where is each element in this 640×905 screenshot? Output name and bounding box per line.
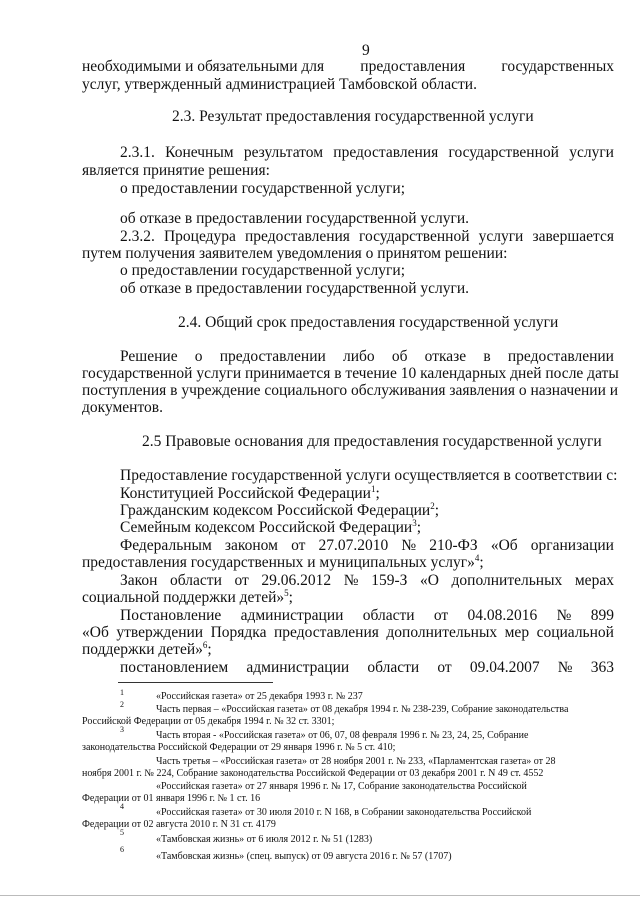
- word: от: [433, 607, 449, 624]
- word: области: [367, 659, 420, 676]
- section-2-4-heading: 2.4. Общий срок предоставления государственной услуги: [178, 314, 559, 331]
- legal-basis-resolution-363-line-1: [120, 659, 614, 677]
- section-2-5-heading: 2.5 Правовые основания для предоставления государственной услуги: [142, 433, 602, 450]
- word: дополнительных: [451, 572, 563, 589]
- footnote-3-line-5: «Российская газета» от 27 января 1996 г. № 17, Собрание законодательства Российской: [156, 781, 527, 792]
- word: в: [483, 348, 491, 365]
- section-2-3-heading: 2.3. Результат предоставления государственной услуги: [172, 108, 534, 125]
- word: государственной: [359, 228, 470, 245]
- word: об: [391, 348, 408, 365]
- word: 09.04.2007: [469, 659, 540, 676]
- word: законом: [224, 537, 278, 554]
- footnote-number-4: 4: [120, 802, 124, 811]
- word: 29.06.2012: [261, 572, 332, 589]
- word: №: [401, 537, 417, 554]
- para-2-3-1-line-1: [120, 144, 614, 162]
- footnote-number-6: 6: [120, 845, 124, 854]
- word: 363: [590, 659, 614, 676]
- legal-basis-resolution-899-line-3: поддержки детей»$^6$;: [82, 639, 212, 658]
- footnote-3-line-3: Часть третья – «Российская газета» от 28 ноября 2001 г. № 233, «Парламентская газета» от 28: [156, 756, 556, 767]
- footnote-number-1: 1: [120, 688, 124, 697]
- word: предоставления: [333, 144, 439, 161]
- legal-basis-civil-code: Гражданским кодексом Российской Федерации$^2$;: [120, 500, 440, 519]
- word: Конечным: [165, 144, 234, 161]
- intro-line-1: [82, 58, 614, 76]
- para-2-3-2-line-3: о предоставлении государственной услуги;: [120, 262, 405, 279]
- page-number: 9: [362, 42, 370, 59]
- legal-basis-regional-law-line-2: социальной поддержки детей»$^5$;: [82, 587, 293, 606]
- word: Федеральным: [120, 537, 212, 554]
- word: услуги: [569, 144, 614, 161]
- word: №: [557, 659, 573, 676]
- word: результатом: [243, 144, 324, 161]
- para-2-4-line-4: документов.: [82, 399, 163, 416]
- word: администрации: [246, 659, 350, 676]
- word: области: [170, 572, 222, 589]
- word: 899: [590, 607, 614, 624]
- word: 210-ФЗ: [429, 537, 478, 554]
- footnote-ref-5: 5: [284, 587, 289, 598]
- word: утверждении: [116, 624, 204, 641]
- footnote-3-line-6: Федерации от 01 января 1996 г. № 1 ст. 16: [82, 793, 261, 804]
- legal-basis-constitution: Конституцией Российской Федерации$^1$;: [120, 483, 380, 502]
- word: от: [437, 659, 452, 676]
- intro-line-2: услуг, утвержденный администрацией Тамбовской области.: [82, 76, 477, 93]
- word: о: [194, 348, 203, 365]
- legal-basis-regional-law-line-1: [120, 572, 614, 590]
- footnote-4-line-2: Федерации от 02 августа 2010 г. N 31 ст. 4179: [82, 819, 276, 830]
- word: администрации: [240, 607, 344, 624]
- footnote-ref-4: 4: [474, 552, 480, 563]
- legal-basis-federal-law-line-2: предоставления государственных и муниципальных услуг»$^4$;: [82, 552, 484, 571]
- word: услуги: [478, 228, 524, 245]
- footnote-ref-6: 6: [202, 639, 208, 650]
- para-2-3-1-line-2: является принятие решения:: [82, 162, 270, 179]
- legal-basis-resolution-899-line-2: [82, 624, 614, 642]
- word: предоставлении: [507, 348, 614, 365]
- word: от: [291, 537, 306, 554]
- footnote-3-line-2: законодательства Российской Федерации от 29 января 1996 г. № 5 ст. 410;: [82, 742, 396, 753]
- word: №: [556, 607, 572, 624]
- word: предоставления: [273, 624, 379, 641]
- word: государственных: [501, 58, 614, 75]
- footnote-1: «Российская газета» от 25 декабря 1993 г. № 237: [156, 691, 363, 702]
- para-2-3-2-line-2: путем получения заявителем уведомления о принятом решении:: [82, 245, 508, 262]
- footnote-number-3: 3: [120, 725, 124, 734]
- word: «Об: [82, 624, 109, 641]
- word: от: [234, 572, 249, 589]
- word: №: [343, 572, 359, 589]
- word: предоставления: [360, 58, 466, 75]
- word: 2.3.2.: [120, 228, 155, 245]
- word: мерах: [574, 572, 614, 589]
- word: «О: [419, 572, 439, 589]
- footnote-3-line-1: Часть вторая - «Российская газета» от 06, 07, 08 февраля 1996 г. № 23, 24, 25, Собрание: [156, 730, 529, 741]
- footnote-4-line-1: «Российская газета» от 30 июля 2010 г. N 168, в Собрании законодательства Российской: [156, 807, 532, 818]
- word: мер: [504, 624, 530, 641]
- para-2-3-2-line-4: об отказе в предоставлении государственной услуги.: [120, 280, 470, 297]
- word: 04.08.2016: [467, 607, 538, 624]
- word: «Об: [490, 537, 518, 554]
- footnote-2-line-2: Российской Федерации от 05 декабря 1994 г. № 32 ст. 3301;: [82, 716, 335, 727]
- word: организации: [530, 537, 614, 554]
- word: 2.3.1.: [120, 144, 155, 161]
- para-2-4-line-1: [120, 348, 614, 366]
- para-2-5-line-1: Предоставление государственной услуги осуществляется в соответствии с:: [120, 467, 618, 484]
- word: государственной: [448, 144, 559, 161]
- legal-basis-federal-law-line-1: [120, 537, 614, 555]
- word: отказе: [424, 348, 467, 365]
- word: предоставления: [245, 228, 350, 245]
- para-2-3-1-line-4: об отказе в предоставлении государственной услуги.: [120, 210, 470, 227]
- page-bottom-edge: [0, 895, 640, 896]
- word: 159-З: [371, 572, 408, 589]
- footnote-2-line-1: Часть первая – «Российская газета» от 08 декабря 1994 г. № 238-239, Собрание законодательства: [156, 704, 569, 715]
- para-2-3-1-line-3: о предоставлении государственной услуги;: [120, 180, 405, 197]
- word: Постановление: [120, 607, 222, 624]
- footnote-ref-3: 3: [412, 517, 417, 528]
- legal-basis-family-code: Семейным кодексом Российской Федерации$^3$;: [120, 517, 422, 536]
- footnote-separator: [118, 682, 273, 683]
- footnote-6: «Тамбовская жизнь» (спец. выпуск) от 09 августа 2016 г. № 57 (1707): [156, 851, 452, 862]
- word: области: [362, 607, 415, 624]
- word: постановлением: [120, 659, 229, 676]
- word: Процедура: [163, 228, 236, 245]
- word: предоставлении: [219, 348, 326, 365]
- word: дополнительных: [386, 624, 498, 641]
- para-2-4-line-2: государственной услуги принимается в течение 10 календарных дней после даты: [82, 365, 619, 382]
- word: Порядка: [210, 624, 267, 641]
- footnote-ref-2: 2: [430, 500, 435, 511]
- footnote-ref-1: 1: [370, 483, 376, 494]
- word: Закон: [120, 572, 158, 589]
- footnote-5: «Тамбовская жизнь» от 6 июля 2012 г. № 51 (1283): [156, 834, 373, 845]
- word: необходимыми и обязательными для: [82, 58, 325, 75]
- footnote-number-2: 2: [120, 700, 124, 709]
- footnote-3-line-4: ноября 2001 г. № 224, Собрание законодательства Российской Федерации от 03 декабря 2001 г. N 49 ст. 4552: [82, 768, 544, 779]
- word: 27.07.2010: [318, 537, 389, 554]
- word: Решение: [120, 348, 178, 365]
- para-2-4-line-3: поступления в учреждение социального обслуживания заявления о назначении и: [82, 382, 619, 399]
- para-2-3-2-line-1: [120, 228, 614, 246]
- word: либо: [342, 348, 375, 365]
- legal-basis-resolution-899-line-1: [120, 607, 614, 625]
- footnote-number-5: 5: [120, 828, 124, 837]
- word: социальной: [536, 624, 614, 641]
- word: завершается: [532, 228, 614, 245]
